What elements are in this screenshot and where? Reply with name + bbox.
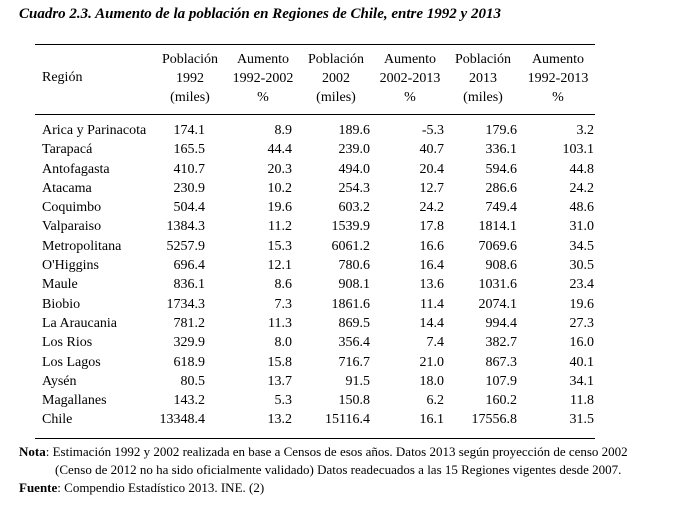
cell-aumento-2002-2013: 17.8 (419, 219, 444, 235)
cell-poblacion-1992: 143.2 (173, 393, 205, 409)
cell-aumento-1992-2002: 8.6 (274, 277, 292, 293)
cell-poblacion-2013: 382.7 (485, 335, 517, 351)
region-name: Antofagasta (42, 161, 110, 177)
table-header-rule (35, 114, 595, 115)
region-name: Coquimbo (42, 200, 102, 216)
cell-poblacion-2013: 908.6 (485, 258, 517, 274)
cell-poblacion-2002: 254.3 (338, 180, 370, 196)
cell-aumento-1992-2002: 13.2 (267, 412, 292, 428)
cell-poblacion-1992: 696.4 (173, 258, 205, 274)
region-name: O'Higgins (42, 258, 99, 274)
cell-poblacion-2002: 15116.4 (325, 412, 370, 428)
table-top-rule (35, 44, 595, 45)
cell-aumento-1992-2002: 19.6 (267, 200, 292, 216)
table-row (0, 295, 689, 314)
cell-poblacion-1992: 1384.3 (166, 219, 205, 235)
cell-poblacion-2013: 1031.6 (478, 277, 517, 293)
table-row (0, 372, 689, 391)
region-name: Chile (42, 412, 73, 428)
cell-aumento-1992-2013: 19.6 (569, 296, 594, 312)
cell-aumento-1992-2002: 12.1 (267, 258, 292, 274)
table-row (0, 353, 689, 372)
cell-aumento-2002-2013: 11.4 (420, 296, 444, 312)
cell-poblacion-2013: 867.3 (485, 354, 517, 370)
cell-aumento-1992-2002: 13.7 (267, 373, 292, 389)
cell-aumento-1992-2002: 15.3 (267, 238, 292, 254)
cell-aumento-1992-2013: 44.8 (569, 161, 594, 177)
cell-poblacion-2002: 1861.6 (331, 296, 370, 312)
cell-poblacion-2002: 356.4 (338, 335, 370, 351)
cell-poblacion-2002: 189.6 (338, 123, 370, 138)
cell-poblacion-2002: 780.6 (338, 258, 370, 274)
region-name: Tarapacá (42, 142, 93, 158)
cell-poblacion-2013: 160.2 (485, 393, 517, 409)
cell-aumento-1992-2002: 8.9 (274, 123, 292, 138)
cell-poblacion-1992: 410.7 (173, 161, 205, 177)
cell-aumento-1992-2002: 7.3 (274, 296, 292, 312)
cell-poblacion-1992: 174.1 (173, 123, 205, 138)
cell-aumento-1992-2013: 16.0 (569, 335, 594, 351)
region-name: Valparaiso (42, 219, 102, 235)
nota-line-2: (Censo de 2012 no ha sido oficialmente validado) Datos readecuados a las 15 Regiones vigentes desde 2007. (55, 462, 622, 477)
table-row (0, 198, 689, 217)
cell-poblacion-2002: 869.5 (338, 315, 370, 331)
region-name: Arica y Parinacota (42, 123, 147, 138)
cell-poblacion-1992: 13348.4 (159, 412, 205, 428)
cell-aumento-1992-2013: 23.4 (569, 277, 594, 293)
cell-aumento-2002-2013: 14.4 (419, 315, 444, 331)
region-name: Aysén (42, 373, 77, 389)
cell-poblacion-2002: 91.5 (345, 373, 370, 389)
table-bottom-rule (35, 438, 595, 439)
cell-poblacion-1992: 836.1 (173, 277, 205, 293)
cell-poblacion-2002: 716.7 (338, 354, 370, 370)
fuente-label: Fuente (19, 480, 58, 495)
table-row (0, 391, 689, 410)
cell-aumento-1992-2013: 34.5 (569, 238, 594, 254)
cell-aumento-2002-2013: 21.0 (419, 354, 444, 370)
cell-aumento-2002-2013: 16.1 (419, 412, 444, 428)
cell-aumento-1992-2013: 31.5 (569, 412, 594, 428)
cell-poblacion-1992: 781.2 (173, 315, 205, 331)
table-row (0, 256, 689, 275)
cell-aumento-1992-2002: 20.3 (267, 161, 292, 177)
fuente-text: : Compendio Estadístico 2013. INE. (2) (57, 480, 265, 495)
cell-aumento-2002-2013: 12.7 (419, 180, 444, 196)
nota-text-1: : Estimación 1992 y 2002 realizada en base a Censos de esos años. Datos 2013 según proyección de censo 2002 (45, 444, 628, 459)
cell-poblacion-1992: 5257.9 (166, 238, 205, 254)
cell-poblacion-2013: 17556.8 (471, 412, 517, 428)
cell-aumento-2002-2013: 13.6 (419, 277, 444, 293)
cell-aumento-1992-2002: 11.2 (268, 219, 292, 235)
cell-aumento-1992-2002: 5.3 (274, 393, 292, 409)
header-region: Región (42, 70, 83, 85)
table-row (0, 160, 689, 179)
cell-poblacion-2002: 494.0 (338, 161, 370, 177)
cell-poblacion-2002: 603.2 (338, 200, 370, 216)
header-aumento-1992-2002: Aumento 1992-2002 % (232, 52, 294, 105)
table-row (0, 179, 689, 198)
cell-aumento-2002-2013: 7.4 (426, 335, 444, 351)
cell-aumento-1992-2002: 44.4 (267, 142, 292, 158)
table-title: Cuadro 2.3. Aumento de la población en Regiones de Chile, entre 1992 y 2013 (19, 6, 501, 22)
cell-poblacion-2002: 150.8 (338, 393, 370, 409)
cell-aumento-1992-2013: 11.8 (570, 393, 594, 409)
cell-poblacion-2013: 994.4 (485, 315, 517, 331)
cell-aumento-1992-2013: 3.2 (576, 123, 594, 138)
header-poblacion-2002: Población 2002 (miles) (308, 52, 364, 105)
table-row (0, 121, 689, 140)
cell-aumento-1992-2002: 15.8 (267, 354, 292, 370)
cell-aumento-2002-2013: 16.4 (419, 258, 444, 274)
cell-poblacion-1992: 1734.3 (166, 296, 205, 312)
cell-aumento-1992-2013: 30.5 (569, 258, 594, 274)
table-row-total (0, 410, 689, 429)
region-name: Los Lagos (42, 354, 101, 370)
header-aumento-2002-2013: Aumento 2002-2013 % (379, 52, 441, 105)
cell-poblacion-1992: 329.9 (173, 335, 205, 351)
cell-aumento-2002-2013: 24.2 (419, 200, 444, 216)
cell-aumento-2002-2013: 40.7 (419, 142, 444, 158)
table-row (0, 217, 689, 236)
region-name: Magallanes (42, 393, 107, 409)
cell-aumento-2002-2013: 6.2 (426, 393, 444, 409)
region-name: Biobio (42, 296, 81, 312)
region-name: Maule (42, 277, 78, 293)
cell-aumento-1992-2002: 11.3 (268, 315, 292, 331)
cell-poblacion-2002: 6061.2 (331, 238, 370, 254)
cell-poblacion-2013: 749.4 (485, 200, 517, 216)
table-row (0, 237, 689, 256)
table-body (0, 121, 689, 430)
region-name: Los Rios (42, 335, 93, 351)
fuente-line (19, 479, 684, 497)
cell-aumento-2002-2013: 20.4 (419, 161, 444, 177)
cell-aumento-2002-2013: 16.6 (419, 238, 444, 254)
cell-aumento-1992-2013: 27.3 (569, 315, 594, 331)
table-row (0, 275, 689, 294)
cell-aumento-1992-2013: 34.1 (569, 373, 594, 389)
cell-aumento-1992-2013: 48.6 (569, 200, 594, 216)
cell-poblacion-1992: 618.9 (173, 354, 205, 370)
cell-aumento-1992-2013: 40.1 (569, 354, 594, 370)
header-aumento-1992-2013: Aumento 1992-2013 % (527, 52, 589, 105)
cell-aumento-1992-2002: 10.2 (267, 180, 292, 196)
cell-aumento-2002-2013: 18.0 (419, 373, 444, 389)
table-notes (19, 443, 684, 497)
nota-line-1 (19, 443, 684, 461)
cell-poblacion-1992: 230.9 (173, 180, 205, 196)
cell-poblacion-2013: 7069.6 (478, 238, 517, 254)
region-name: Atacama (42, 180, 92, 196)
table-row (0, 333, 689, 352)
region-name: La Araucania (42, 315, 118, 331)
cell-poblacion-2013: 286.6 (485, 180, 517, 196)
table-row (0, 314, 689, 333)
cell-poblacion-2013: 179.6 (485, 123, 517, 138)
header-poblacion-1992: Población 1992 (miles) (162, 52, 218, 105)
cell-poblacion-2013: 594.6 (485, 161, 517, 177)
cell-poblacion-2013: 2074.1 (478, 296, 517, 312)
region-name: Metropolitana (42, 238, 122, 254)
header-poblacion-2013: Población 2013 (miles) (455, 52, 511, 105)
cell-poblacion-2002: 908.1 (338, 277, 370, 293)
cell-poblacion-2013: 1814.1 (478, 219, 517, 235)
cell-poblacion-1992: 504.4 (173, 200, 205, 216)
cell-poblacion-1992: 80.5 (180, 373, 205, 389)
cell-aumento-2002-2013: -5.3 (421, 123, 444, 138)
cell-aumento-1992-2013: 31.0 (569, 219, 594, 235)
cell-aumento-1992-2013: 24.2 (569, 180, 594, 196)
cell-poblacion-2002: 1539.9 (331, 219, 370, 235)
nota-label: Nota (19, 444, 46, 459)
cell-poblacion-2013: 107.9 (485, 373, 517, 389)
cell-poblacion-2002: 239.0 (338, 142, 370, 158)
cell-aumento-1992-2013: 103.1 (562, 142, 594, 158)
cell-aumento-1992-2002: 8.0 (274, 335, 292, 351)
table-row (0, 140, 689, 159)
cell-poblacion-2013: 336.1 (485, 142, 517, 158)
cell-poblacion-1992: 165.5 (173, 142, 205, 158)
